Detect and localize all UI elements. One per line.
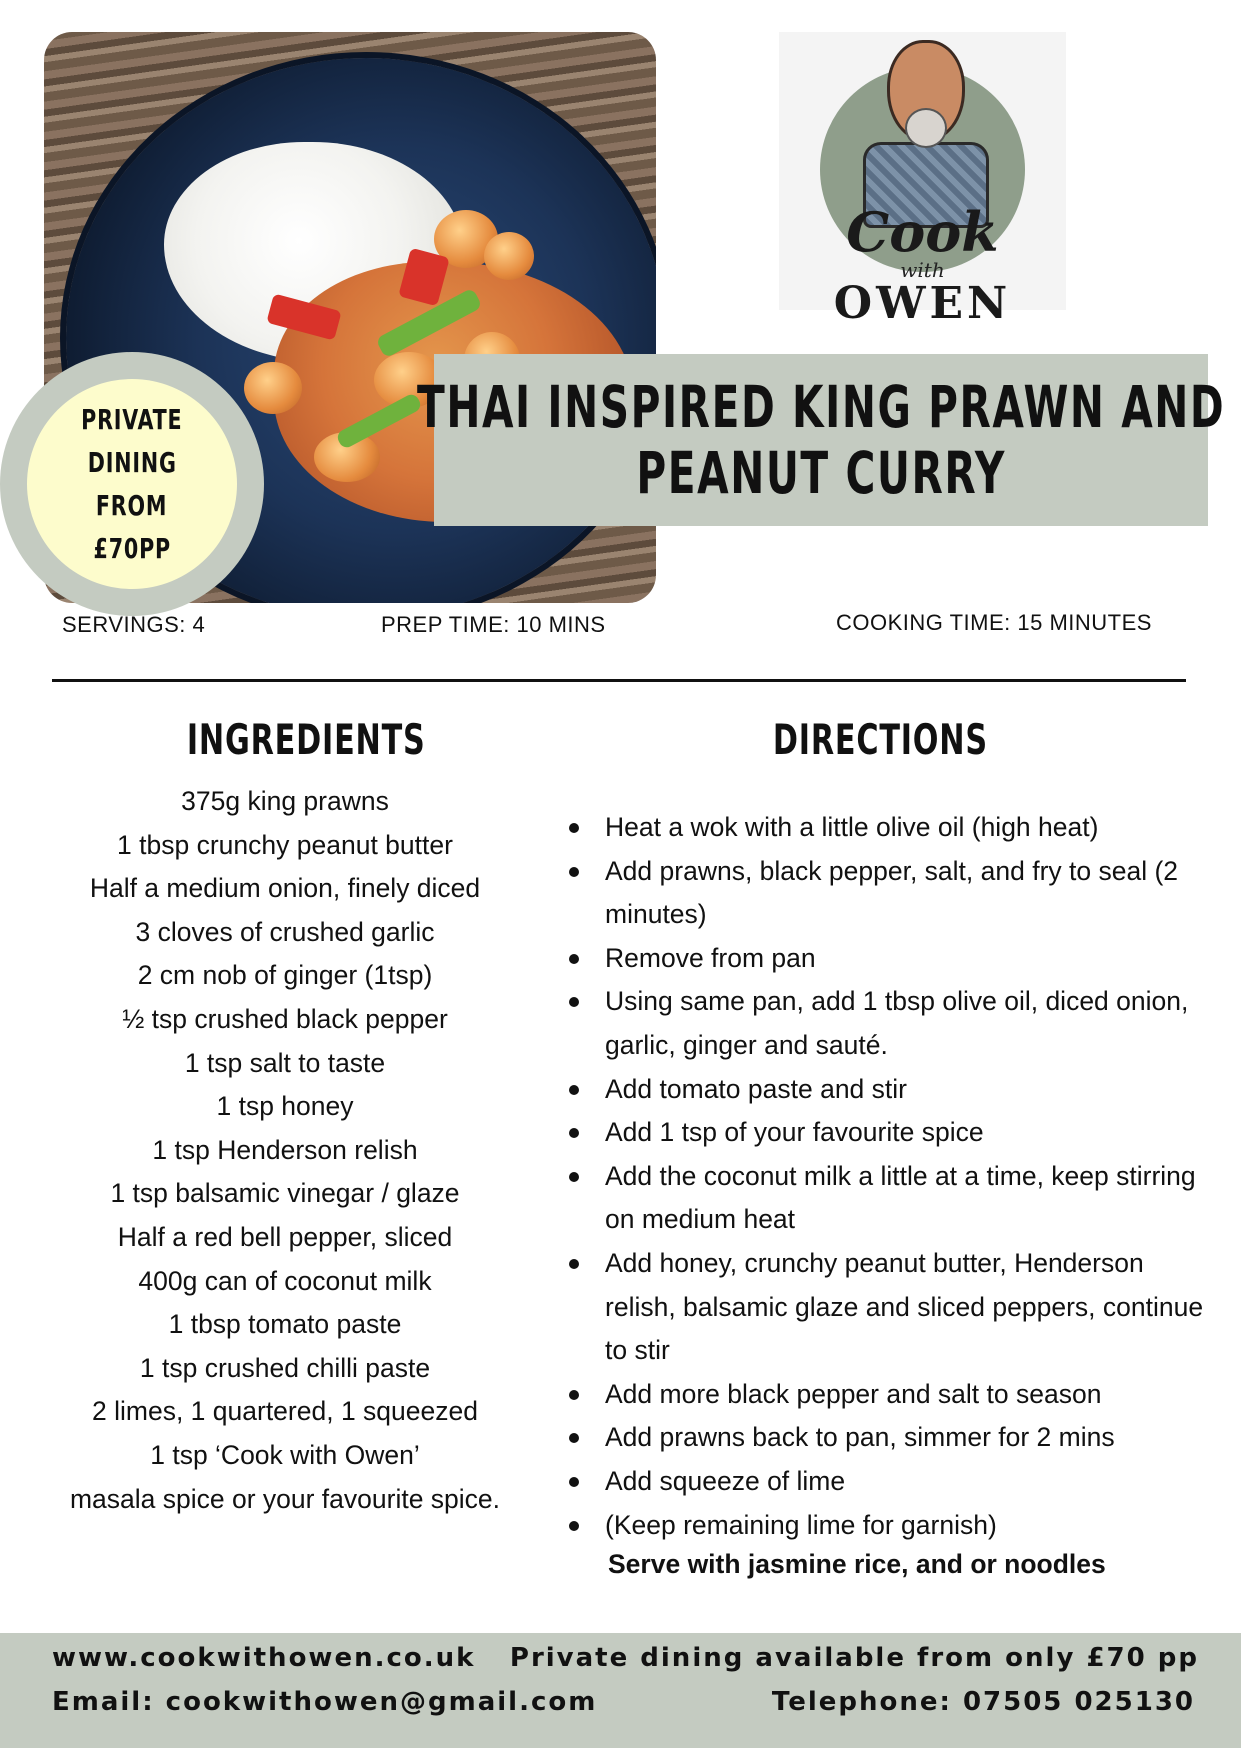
badge-line: FROM xyxy=(96,489,168,522)
badge-line: PRIVATE xyxy=(81,403,183,436)
ingredient-item: 1 tsp ‘Cook with Owen’ xyxy=(150,1439,420,1470)
servings: SERVINGS: 4 xyxy=(62,612,206,637)
prep-time: PREP TIME: 10 MINS xyxy=(381,612,606,637)
ingredient-item: 2 limes, 1 quartered, 1 squeezed xyxy=(92,1396,478,1427)
badge-line: £70PP xyxy=(93,532,171,565)
badge-line: DINING xyxy=(87,446,177,479)
divider xyxy=(52,679,1186,682)
direction-step: Add the coconut milk a little at a time, keep stirring on medium heat xyxy=(565,1155,1205,1242)
website-link[interactable]: www.cookwithowen.co.uk xyxy=(52,1643,476,1673)
footer xyxy=(0,1633,1241,1748)
ingredient-item: 1 tsp Henderson relish xyxy=(152,1134,418,1165)
ingredient-item: masala spice or your favourite spice. xyxy=(69,1483,501,1514)
cooking-time: COOKING TIME: 15 MINUTES xyxy=(836,610,1152,635)
logo-beard xyxy=(905,108,947,148)
title-box xyxy=(416,354,1226,526)
ingredient-item: 1 tbsp tomato paste xyxy=(168,1309,402,1340)
ingredients-heading-text: INGREDIENTS xyxy=(186,715,426,764)
ingredient-item: 1 tsp balsamic vinegar / glaze xyxy=(110,1178,460,1209)
direction-step: Add squeeze of lime xyxy=(565,1460,1205,1504)
direction-step: Add prawns, black pepper, salt, and fry to seal (2 minutes) xyxy=(565,850,1205,937)
ingredient-item: 1 tbsp crunchy peanut butter xyxy=(117,829,453,860)
prawn xyxy=(244,362,302,414)
cook-with-owen-logo xyxy=(779,32,1066,329)
telephone[interactable]: Telephone: 07505 025130 xyxy=(771,1687,1195,1717)
email-link[interactable]: Email: cookwithowen@gmail.com xyxy=(52,1687,598,1717)
ingredient-item: 1 tsp salt to taste xyxy=(184,1047,386,1078)
directions-heading xyxy=(680,715,1080,764)
directions-list xyxy=(565,806,1205,1547)
recipe-title xyxy=(417,374,1225,506)
direction-step: Add prawns back to pan, simmer for 2 mins xyxy=(565,1416,1205,1460)
ingredient-item: ½ tsp crushed black pepper xyxy=(122,1003,448,1034)
private-dining-badge xyxy=(0,352,264,616)
directions-heading-text: DIRECTIONS xyxy=(772,715,988,764)
direction-step: Using same pan, add 1 tbsp olive oil, diced onion, garlic, ginger and sauté. xyxy=(565,980,1205,1067)
direction-step: Add 1 tsp of your favourite spice xyxy=(565,1111,1205,1155)
direction-step: Add tomato paste and stir xyxy=(565,1068,1205,1112)
private-dining-note: Private dining available from only £70 pp xyxy=(509,1643,1199,1673)
ingredient-item: 1 tsp crushed chilli paste xyxy=(139,1352,431,1383)
ingredients-list xyxy=(30,780,540,1521)
direction-step: Add more black pepper and salt to season xyxy=(565,1373,1205,1417)
direction-step: (Keep remaining lime for garnish) xyxy=(565,1504,1205,1548)
prawn xyxy=(484,232,534,280)
ingredient-item: 1 tsp honey xyxy=(216,1091,354,1122)
ingredient-item: 375g king prawns xyxy=(181,786,389,816)
recipe-title-line2: PEANUT CURRY xyxy=(636,439,1006,507)
ingredient-item: 400g can of coconut milk xyxy=(138,1265,432,1296)
recipe-title-line1: THAI INSPIRED KING PRAWN AND xyxy=(416,373,1226,441)
logo-with-text: with xyxy=(900,258,945,282)
logo-cook-text: Cook xyxy=(846,200,999,264)
logo-owen-text: OWEN xyxy=(833,278,1012,329)
ingredient-item: Half a medium onion, finely diced xyxy=(89,873,481,904)
ingredient-item: Half a red bell pepper, sliced xyxy=(117,1221,453,1252)
direction-step: Remove from pan xyxy=(565,937,1205,981)
direction-step: Add honey, crunchy peanut butter, Henderson relish, balsamic glaze and sliced peppers, continue to stir xyxy=(565,1242,1205,1373)
badge-inner xyxy=(27,379,237,589)
ingredients-heading xyxy=(106,715,506,764)
serve-note: Serve with jasmine rice, and or noodles xyxy=(608,1549,1106,1579)
ingredient-item: 2 cm nob of ginger (1tsp) xyxy=(137,960,433,991)
ingredient-item: 3 cloves of crushed garlic xyxy=(135,916,435,947)
direction-step: Heat a wok with a little olive oil (high heat) xyxy=(565,806,1205,850)
